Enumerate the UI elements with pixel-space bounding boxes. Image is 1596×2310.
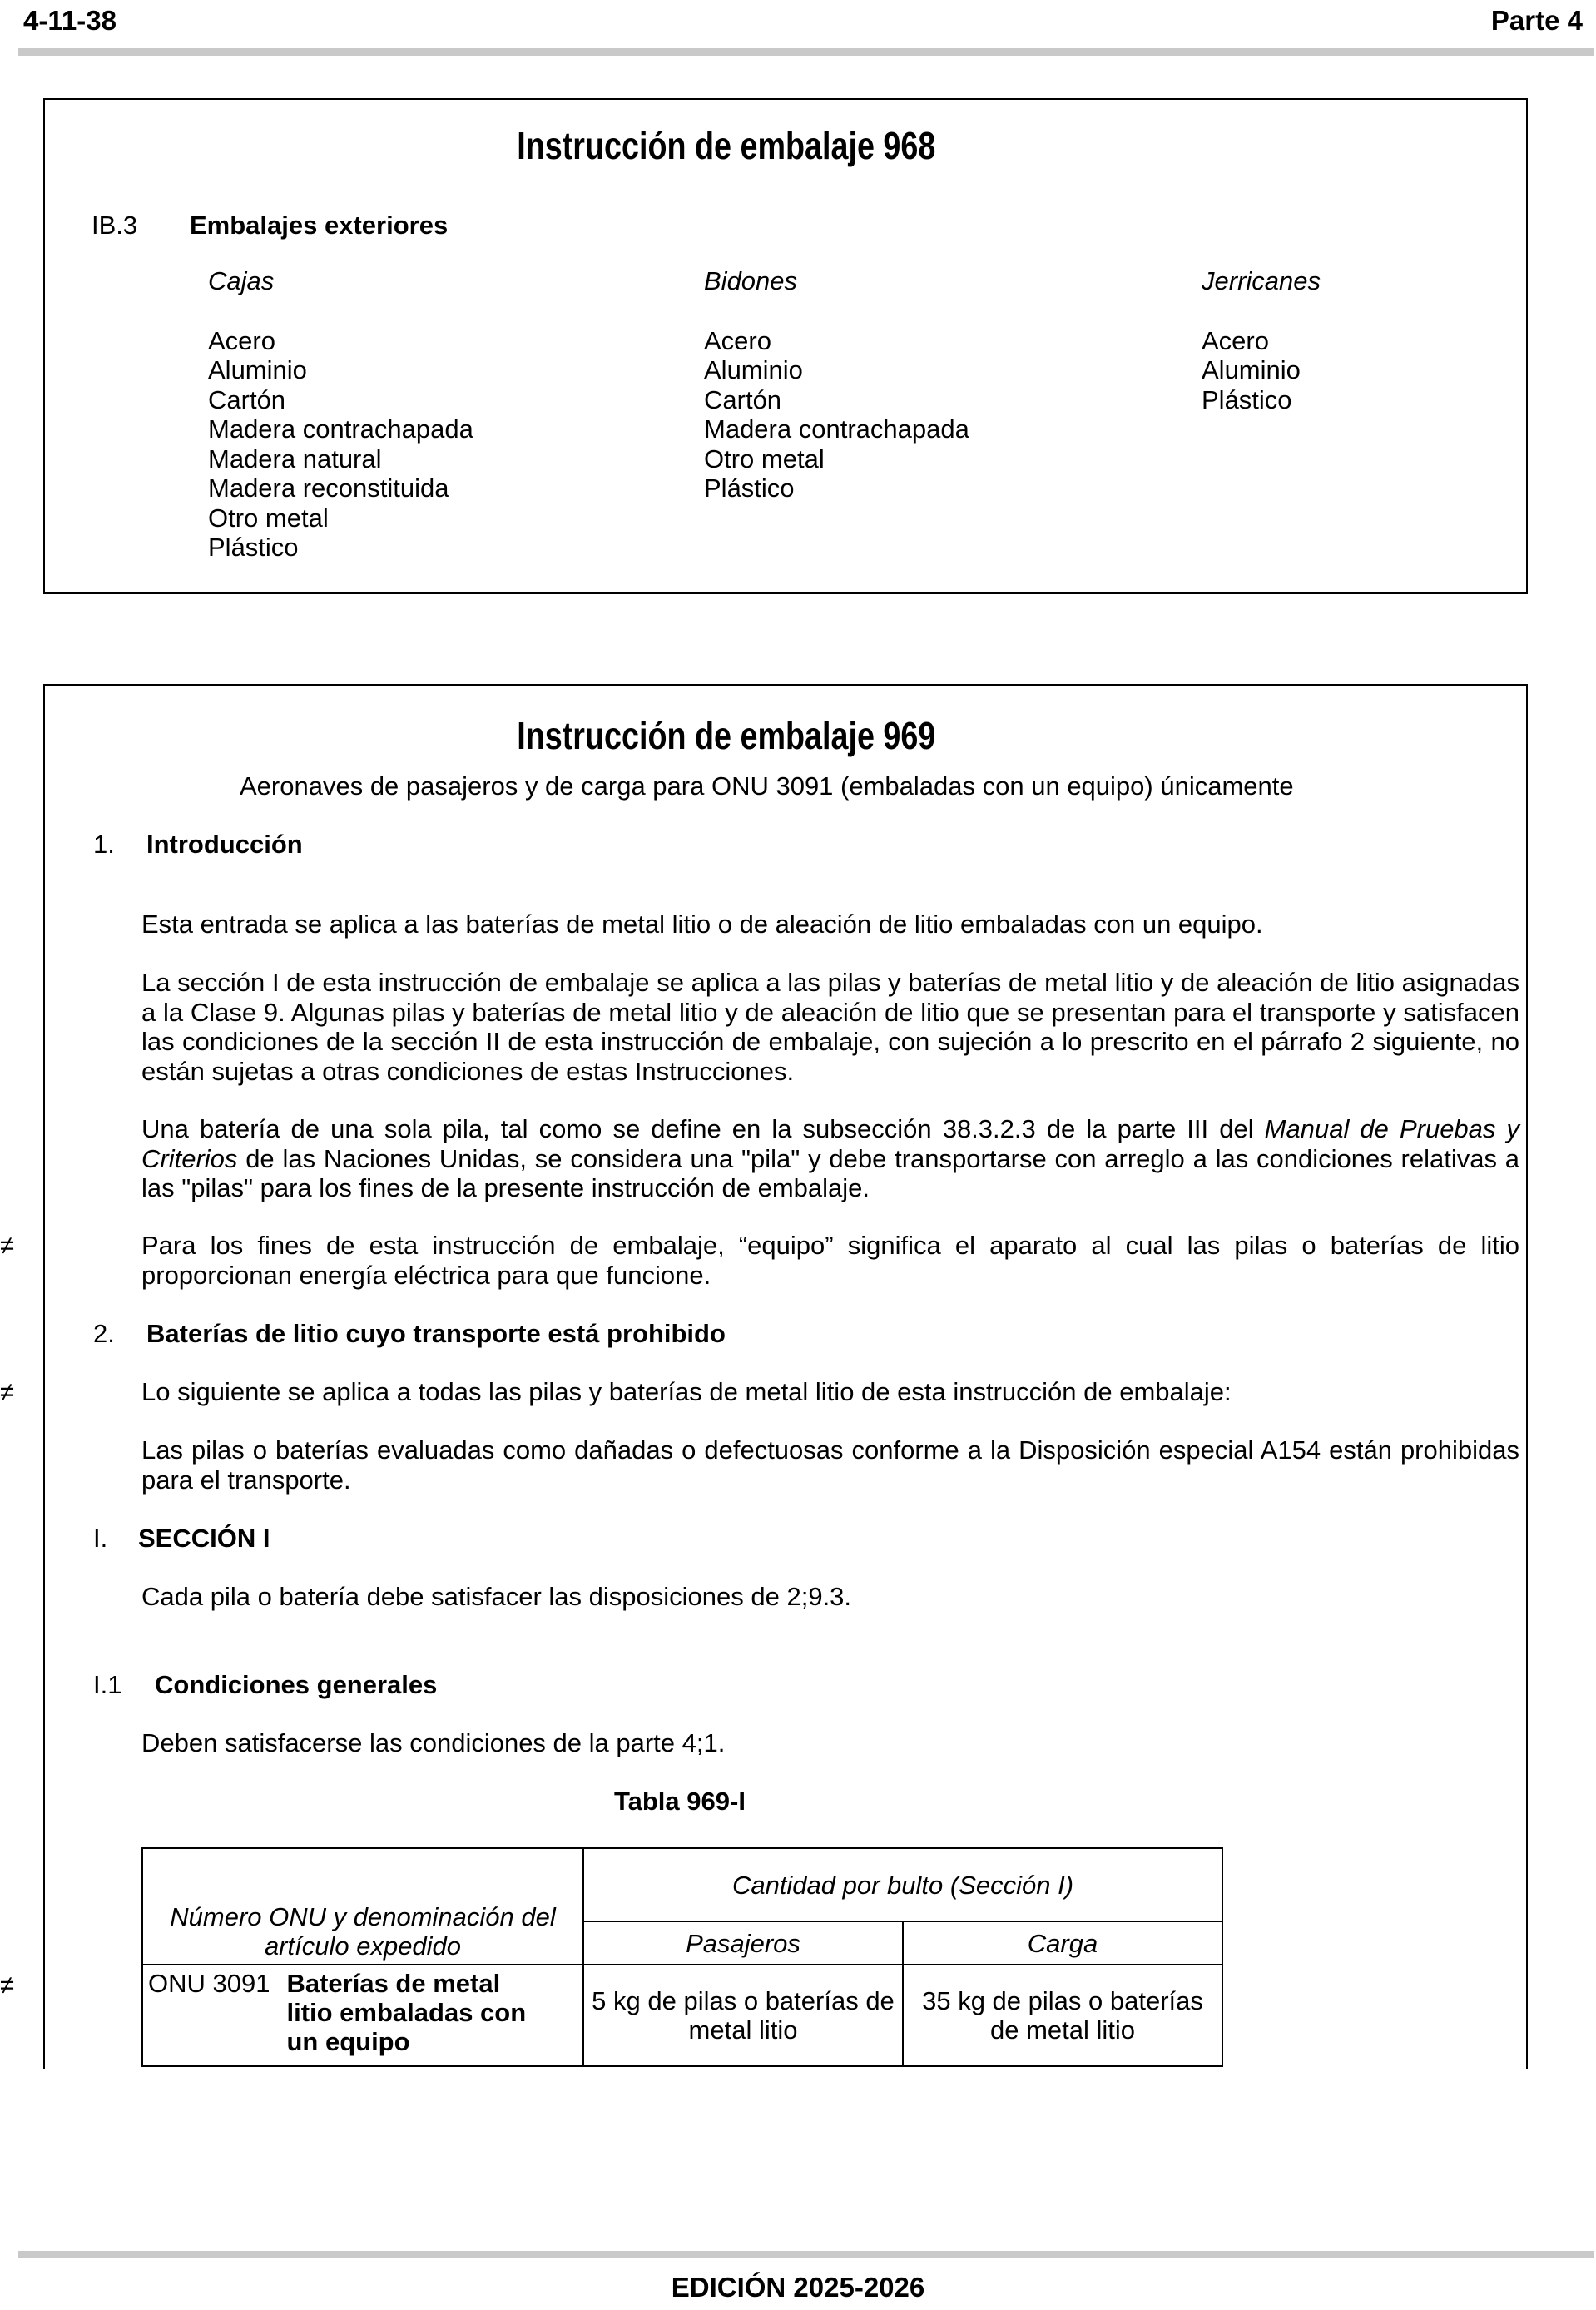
list-item: Acero [704,325,771,355]
list-item: Plástico [704,473,795,503]
section-2-number: 2. [93,1319,115,1348]
table-caption: Tabla 969-I [614,1787,746,1816]
list-item: Madera contrachapada [704,414,969,444]
paragraph-text: Una batería de una sola pila, tal como se define en la subsección 38.3.2.3 de la parte III del [141,1114,1265,1143]
list-item: Madera reconstituida [208,473,449,503]
paragraph-single-cell [141,1114,1519,1203]
change-mark: ≠ [0,1377,15,1406]
column-cajas [208,266,473,563]
paragraph-intro: Esta entrada se aplica a las baterías de metal litio o de aleación de litio embaladas con un equipo. [141,910,1263,939]
pi968-title: Instrucción de embalaje 968 [517,124,936,167]
header-quantity: Cantidad por bulto (Sección I) [583,1848,1222,1921]
manual-title: Manual de Pruebas y Criterios [141,1114,1519,1173]
paragraph-applies: Lo siguiente se aplica a todas las pilas y baterías de metal litio de esta instrucción de embalaje: [141,1377,1232,1406]
list-item: Aluminio [208,355,307,384]
list-item: Acero [208,325,275,355]
paragraph-text: de las Naciones Unidas, se considera una "pila" y debe transportarse con arreglo a las condiciones relativas a las "pilas" para los fines de la presente instrucción de embalaje. [141,1143,1519,1202]
article-name: Baterías de metal litio embaladas con un equipo [286,1969,527,2056]
section-I1-title: Condiciones generales [155,1670,438,1699]
footer-rule [18,2251,1594,2258]
paragraph-equipment-definition: Para los fines de esta instrucción de embalaje, “equipo” significa el aparato al cual las pilas o baterías de litio proporcionan energía eléctrica para que funcione. [141,1231,1519,1290]
table-969-I [141,1847,1223,2067]
column-heading: Cajas [208,266,275,295]
list-item: Otro metal [704,444,825,473]
cell-un [142,1965,583,2066]
edition-label: EDICIÓN 2025-2026 [671,2272,925,2303]
header-un-number: Número ONU y denominación del artículo expedido [142,1848,583,1965]
section-I1-number: I.1 [93,1670,122,1699]
section-1-number: 1. [93,830,115,859]
column-bidones [704,266,969,503]
list-item: Otro metal [208,503,329,533]
pi969-subtitle: Aeronaves de pasajeros y de carga para ONU 3091 (embaladas con un equipo) únicamente [240,771,1294,801]
paragraph-general-conditions: Deben satisfacerse las condiciones de la parte 4;1. [141,1728,726,1757]
section-I-number: I. [93,1524,108,1553]
column-heading: Bidones [704,266,798,295]
list-item: Plástico [1202,384,1292,414]
pi968-section-number: IB.3 [92,211,138,240]
list-item: Acero [1202,325,1269,355]
paragraph-prohibited: Las pilas o baterías evaluadas como dañadas o defectuosas conforme a la Disposición especial A154 están prohibidas para el transporte. [141,1435,1519,1495]
cell-cargo: 35 kg de pilas o baterías de metal litio [903,1965,1222,2066]
table-row [142,1965,1222,2066]
pi969-title: Instrucción de embalaje 969 [517,714,936,757]
page-number: 4-11-38 [23,5,116,36]
column-jerricanes [1202,266,1321,414]
cell-passengers: 5 kg de pilas o baterías de metal litio [583,1965,903,2066]
pi968-section-title: Embalajes exteriores [190,211,449,240]
list-item: Madera contrachapada [208,414,473,444]
change-mark: ≠ [0,1231,15,1260]
un-number: ONU 3091 [148,1969,270,1998]
section-2-title: Baterías de litio cuyo transporte está prohibido [146,1319,726,1348]
paragraph-provisions: Cada pila o batería debe satisfacer las disposiciones de 2;9.3. [141,1582,852,1611]
paragraph-section-scope: La sección I de esta instrucción de embalaje se aplica a las pilas y baterías de metal litio y de aleación de litio asignadas a la Clase 9. Algunas pilas y baterías de metal litio y de aleación de litio que se presentan para el transporte y satisfacen las condiciones de la sección II de esta instrucción de embalaje, con sujeción a lo prescrito en el párrafo 2 siguiente, no están sujetas a otras condiciones de estas Instrucciones. [141,968,1519,1086]
change-mark: ≠ [0,1970,15,2000]
section-1-title: Introducción [146,830,303,859]
column-heading: Jerricanes [1202,266,1321,295]
section-I-title: SECCIÓN I [138,1524,270,1553]
header-passengers: Pasajeros [583,1921,903,1965]
list-item: Madera natural [208,444,382,473]
list-item: Plástico [208,533,299,562]
header-cargo: Carga [903,1921,1222,1965]
part-label: Parte 4 [1490,5,1583,36]
header-rule [18,48,1594,56]
list-item: Aluminio [704,355,803,384]
list-item: Aluminio [1202,355,1301,384]
list-item: Cartón [208,384,286,414]
list-item: Cartón [704,384,782,414]
